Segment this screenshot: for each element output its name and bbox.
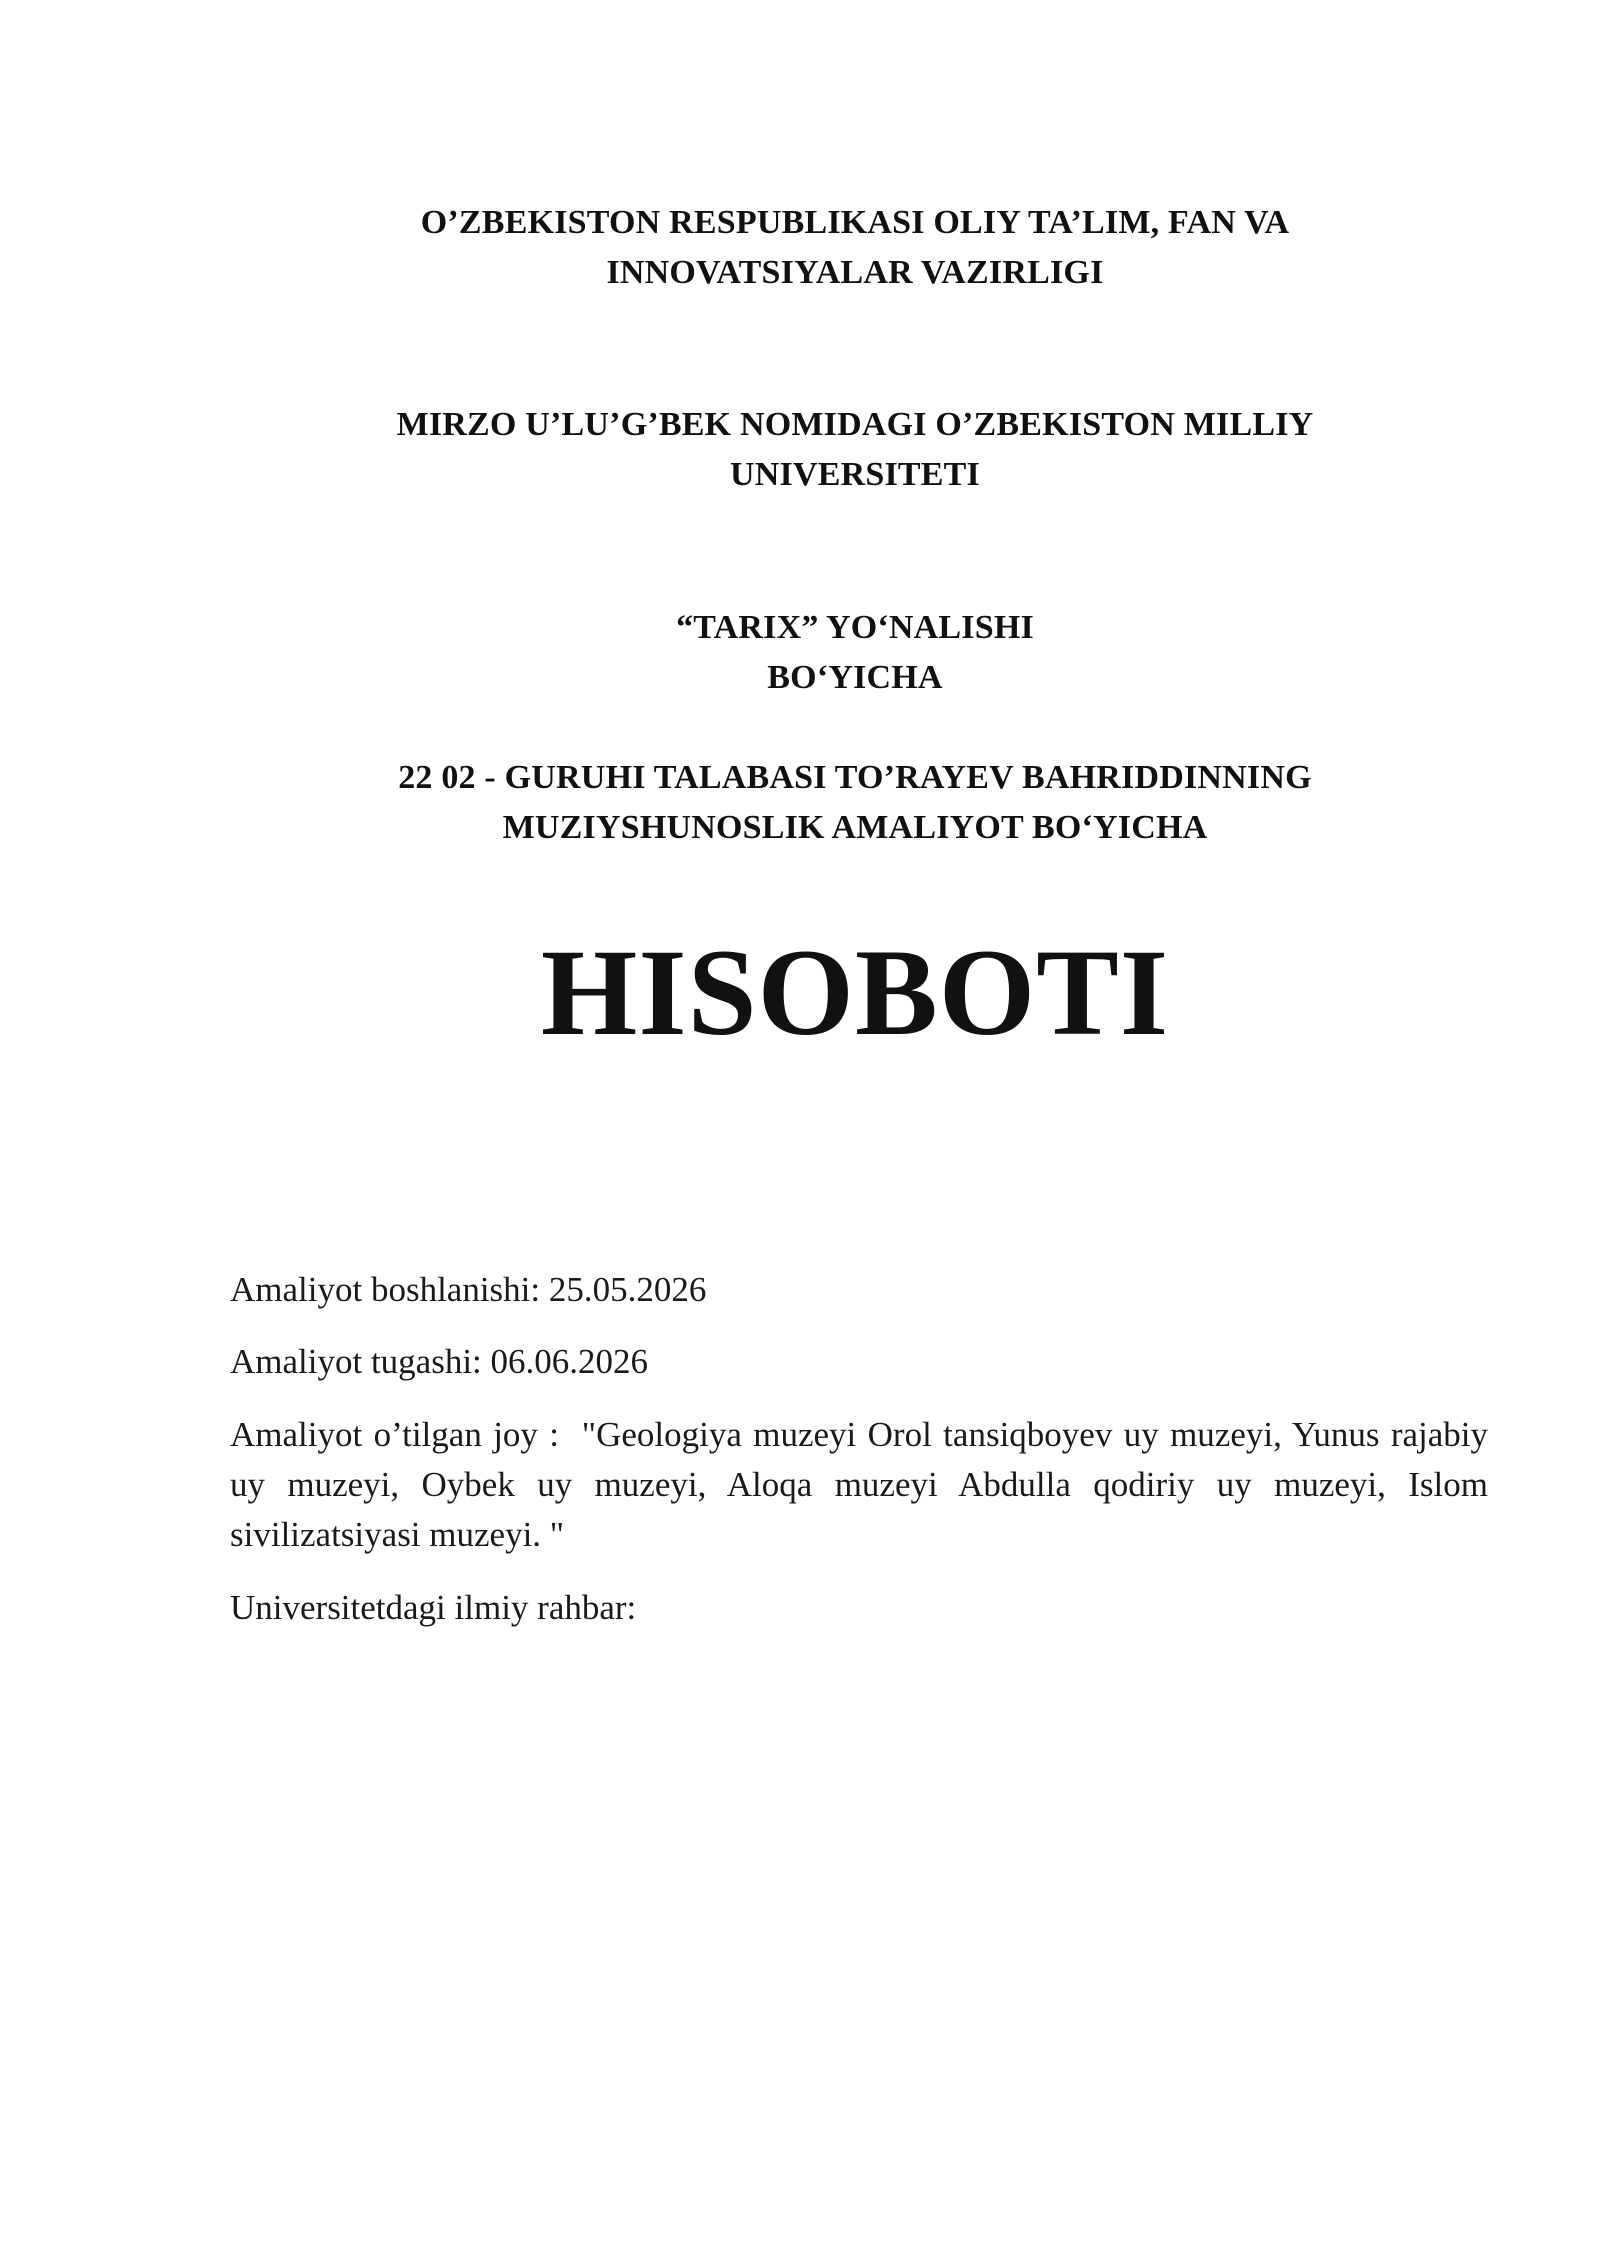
- university-line-1: MIRZO U’LU’G’BEK NOMIDAGI O’ZBEKISTON MILLIY: [396, 406, 1314, 443]
- ministry-line-1: O’ZBEKISTON RESPUBLIKASI OLIY TA’LIM, FAN VA: [420, 204, 1290, 241]
- report-title: HISOBOTI: [540, 924, 1170, 1061]
- practice-start-date: [230, 1265, 1488, 1315]
- start-date-value: 25.05.2026: [548, 1270, 707, 1309]
- direction-line-1: “TARIX” YO‘NALISHI: [676, 609, 1034, 646]
- end-date-value: 06.06.2026: [490, 1342, 649, 1381]
- ministry-heading: [230, 198, 1480, 298]
- location-value: "Geologiya muzeyi Orol tansiqboyev uy muzeyi, Yunus rajabiy uy muzeyi, Oybek uy muzeyi, Aloqa muzeyi Abdulla qodiriy uy muzeyi, Islom sivilizatsiyasi muzeyi. ": [230, 1415, 1488, 1554]
- university-supervisor: [230, 1583, 1488, 1633]
- group-line-2: MUZIYSHUNOSLIK AMALIYOT BO‘YICHA: [502, 809, 1208, 846]
- ministry-line-2: INNOVATSIYALAR VAZIRLIGI: [606, 254, 1104, 291]
- practice-location: [230, 1410, 1488, 1560]
- supervisor-label: Universitetdagi ilmiy rahbar:: [230, 1588, 637, 1627]
- end-date-label: Amaliyot tugashi:: [230, 1342, 482, 1381]
- university-heading: [230, 400, 1480, 500]
- direction-heading: [230, 603, 1480, 703]
- group-heading: [230, 753, 1480, 853]
- direction-line-2: BO‘YICHA: [767, 659, 943, 696]
- practice-end-date: [230, 1337, 1488, 1387]
- location-label: Amaliyot o’tilgan joy :: [230, 1415, 560, 1454]
- start-date-label: Amaliyot boshlanishi:: [230, 1270, 541, 1309]
- group-line-1: 22 02 - GURUHI TALABASI TO’RAYEV BAHRIDDINNING: [398, 759, 1312, 796]
- university-line-2: UNIVERSITETI: [730, 456, 980, 493]
